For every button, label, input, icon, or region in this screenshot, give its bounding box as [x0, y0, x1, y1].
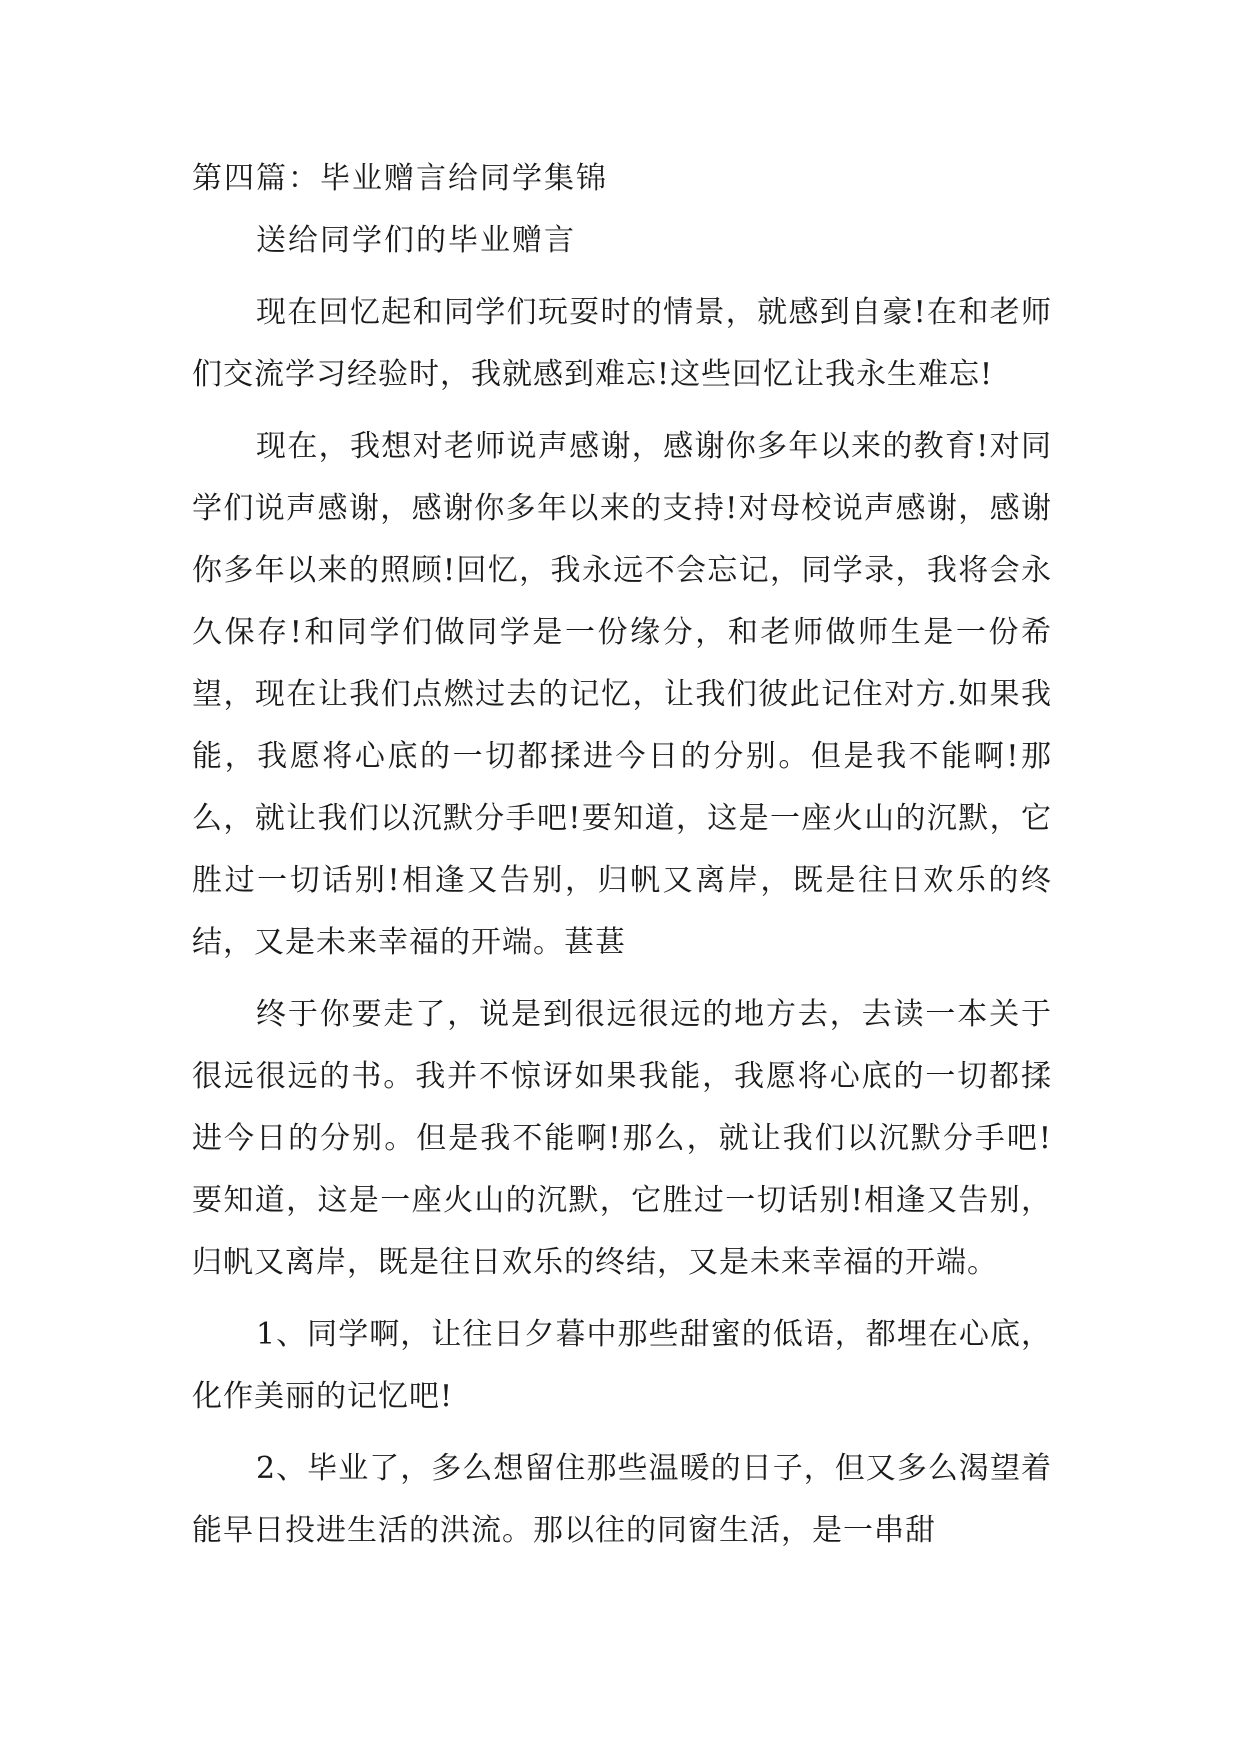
paragraph-farewell: 终于你要走了，说是到很远很远的地方去，去读一本关于很远很远的书。我并不惊讶如果我能，我愿将心底的一切都揉进今日的分别。但是我不能啊!那么，就让我们以沉默分手吧!要知道，这是一座火山的沉默，它胜过一切话别!相逢又告别，归帆又离岸，既是往日欢乐的终结，又是未来幸福的开端。 [192, 997, 1052, 1280]
document-subtitle: 送给同学们的毕业赠言 [256, 223, 576, 258]
document-heading: 第四篇：毕业赠言给同学集锦 [192, 161, 608, 196]
document-body [192, 158, 1052, 1572]
paragraph-item-2: 2、毕业了，多么想留住那些温暖的日子，但又多么渴望着能早日投进生活的洪流。那以往的同窗生活，是一串甜 [192, 1451, 1052, 1548]
paragraph-recollection: 现在回忆起和同学们玩耍时的情景，就感到自豪!在和老师们交流学习经验时，我就感到难忘!这些回忆让我永生难忘! [192, 295, 1052, 392]
paragraph-thanks: 现在，我想对老师说声感谢，感谢你多年以来的教育!对同学们说声感谢，感谢你多年以来的支持!对母校说声感谢，感谢你多年以来的照顾!回忆，我永远不会忘记，同学录，我将会永久保存!和同学们做同学是一份缘分，和老师做师生是一份希望，现在让我们点燃过去的记忆，让我们彼此记住对方.如果我能，我愿将心底的一切都揉进今日的分别。但是我不能啊!那么，就让我们以沉默分手吧!要知道，这是一座火山的沉默，它胜过一切话别!相逢又告别，归帆又离岸，既是往日欢乐的终结，又是未来幸福的开端。葚葚 [192, 429, 1052, 960]
paragraph-item-1: 1、同学啊，让往日夕暮中那些甜蜜的低语，都埋在心底，化作美丽的记忆吧! [192, 1317, 1052, 1414]
